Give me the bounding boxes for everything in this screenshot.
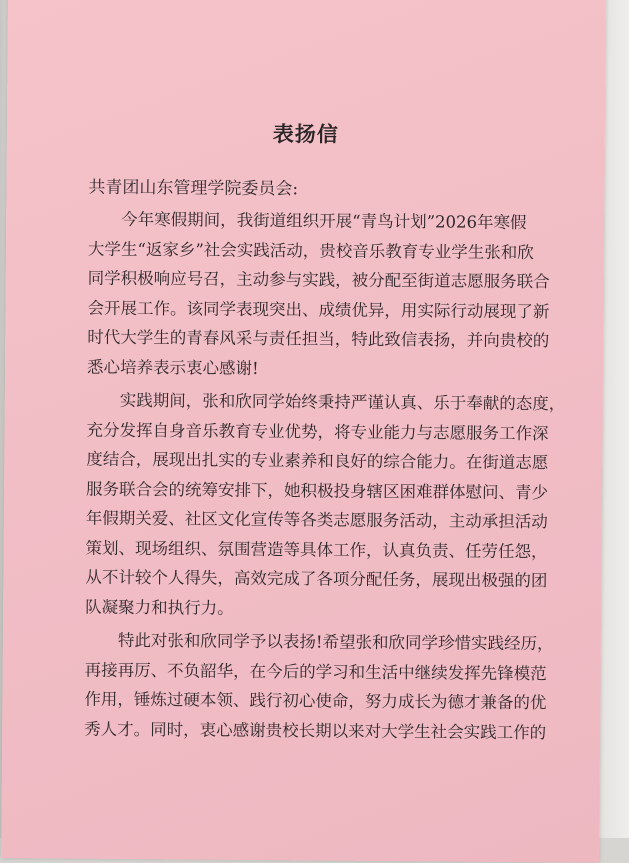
text-line: 队凝聚力和执行力。	[85, 597, 234, 618]
text-line: 同学积极响应号召，主动参与实践，被分配至街道志愿服务联合	[87, 268, 550, 292]
text-line: 悉心培养表示衷心感谢!	[86, 357, 259, 378]
letter-paper	[1, 0, 606, 863]
text-line: 年假期关爱、社区文化宣传等各类志愿服务活动，主动承担活动	[85, 508, 548, 532]
text-line: 今年寒假期间，我街道组织开展“青鸟计划”2026年寒假	[121, 209, 527, 233]
letter-title: 表扬信	[272, 121, 339, 147]
text-line: 策划、现场组织、氛围营造等具体工作，认真负责、任劳任怨，	[85, 538, 548, 561]
letter-body	[84, 171, 588, 748]
text-line: 充分发挥自身音乐教育专业优势，将专业能力与志愿服务工作深	[86, 420, 549, 443]
text-line: 实践期间，张和欣同学始终秉持严谨认真、乐于奉献的态度，	[119, 390, 566, 414]
text-line: 特此对张和欣同学予以表扬!希望张和欣同学珍惜实践经历，	[117, 630, 554, 654]
text-line: 再接再厉、不负韶华，在今后的学习和生活中继续发挥先锋模范	[84, 660, 547, 683]
paragraph-3	[84, 626, 585, 748]
text-line: 服务联合会的统筹安排下，她积极投身辖区困难群体慰问、青少	[85, 479, 549, 502]
paragraph-2	[85, 386, 587, 626]
paragraph-1	[87, 205, 588, 386]
text-line: 度结合，展现出扎实的专业素养和良好的综合能力。在街道志愿	[86, 449, 549, 473]
text-line: 会开展工作。该同学表现突出、成绩优异，用实际行动展现了新	[87, 298, 550, 321]
text-line: 大学生“返家乡”社会实践活动，贵校音乐教育专业学生张和欣	[87, 239, 534, 262]
text-line: 秀人才。同时，衷心感谢贵校长期以来对大学生社会实践工作的	[84, 719, 547, 742]
salutation: 共青团山东管理学院委员会:	[88, 177, 299, 200]
text-line: 时代大学生的青春风采与责任担当，特此致信表扬，并向贵校的	[87, 327, 550, 351]
text-line: 从不计较个人得失，高效完成了各项分配任务，展现出极强的团	[85, 567, 548, 591]
text-line: 作用，锤炼过硬本领、践行初心使命，努力成长为德才兼备的优	[84, 689, 547, 713]
